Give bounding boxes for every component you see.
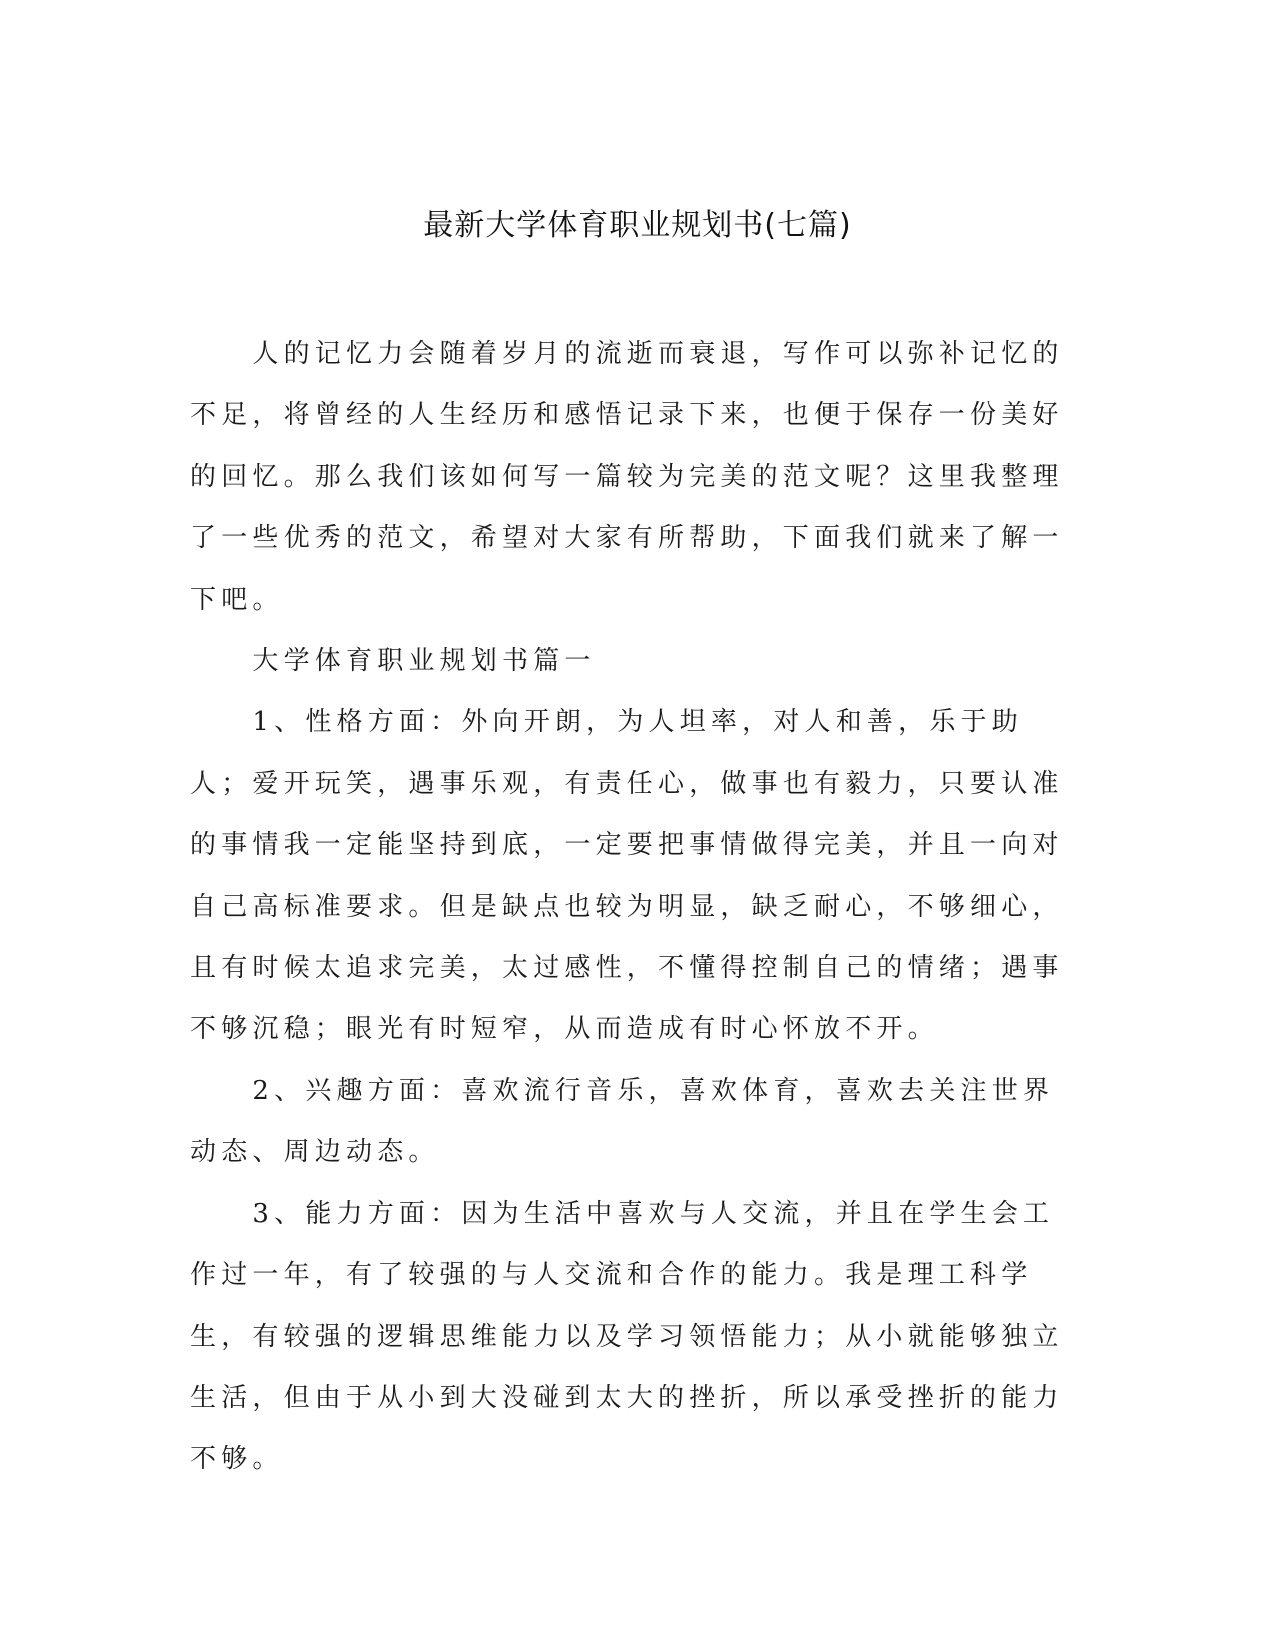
intro-paragraph: 人的记忆力会随着岁月的流逝而衰退，写作可以弥补记忆的不足，将曾经的人生经历和感悟记录下来，也便于保存一份美好的回忆。那么我们该如何写一篇较为完美的范文呢？这里我整理了一些优秀的范文，希望对大家有所帮助，下面我们就来了解一下吧。 — [190, 339, 1064, 615]
interest-paragraph: 2、兴趣方面：喜欢流行音乐，喜欢体育，喜欢去关注世界动态、周边动态。 — [190, 1075, 1055, 1168]
document-body — [190, 324, 1075, 1491]
section-heading: 大学体育职业规划书篇一 — [252, 646, 596, 677]
personality-paragraph: 1、性格方面：外向开朗，为人坦率，对人和善，乐于助人；爱开玩笑，遇事乐观，有责任心，做事也有毅力，只要认准的事情我一定能坚持到底，一定要把事情做得完美，并且一向对自己高标准要求。但是缺点也较为明显，缺乏耐心，不够细心，且有时候太追求完美，太过感性，不懂得控制自己的情绪；遇事不够沉稳；眼光有时短窄，从而造成有时心怀放不开。 — [190, 707, 1064, 1045]
document-title: 最新大学体育职业规划书(七篇) — [423, 208, 852, 243]
ability-paragraph: 3、能力方面：因为生活中喜欢与人交流，并且在学生会工作过一年，有了较强的与人交流和合作的能力。我是理工科学生，有较强的逻辑思维能力以及学习领悟能力；从小就能够独立生活，但由于从小到大没碰到太大的挫折，所以承受挫折的能力不够。 — [190, 1198, 1064, 1475]
